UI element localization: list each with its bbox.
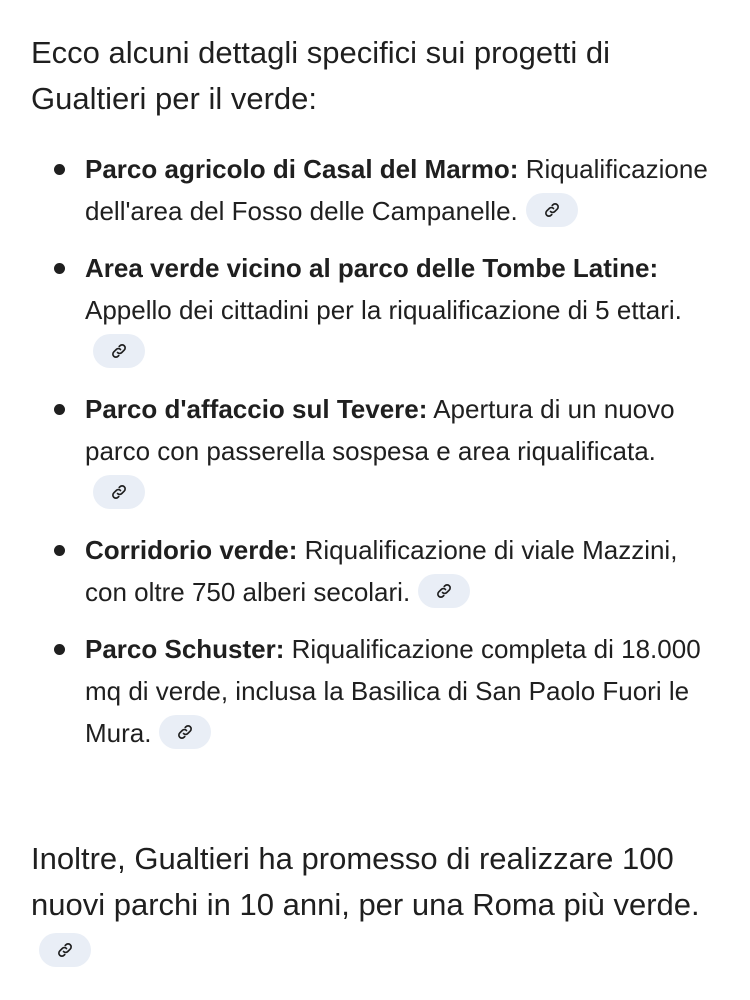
list-item: [0, 247, 715, 373]
source-link-chip[interactable]: [93, 475, 145, 509]
outro-paragraph: [31, 836, 721, 974]
list-item: [0, 529, 715, 613]
green-projects-list: [0, 148, 750, 769]
item-text: Riqualificazione completa di 18.000 mq di verde, inclusa la Basilica di San Paolo Fuori le Mura.: [85, 634, 701, 748]
source-link-chip[interactable]: [418, 574, 470, 608]
list-item: [0, 388, 715, 514]
link-icon: [435, 582, 453, 600]
source-link-chip[interactable]: [159, 715, 211, 749]
link-icon: [110, 483, 128, 501]
link-icon: [176, 723, 194, 741]
item-title: Area verde vicino al parco delle Tombe Latine:: [85, 253, 659, 283]
source-link-chip[interactable]: [526, 193, 578, 227]
item-title: Parco Schuster:: [85, 634, 285, 664]
item-title: Corridorio verde:: [85, 535, 298, 565]
item-title: Parco d'affaccio sul Tevere:: [85, 394, 428, 424]
item-text: Riqualificazione dell'area del Fosso delle Campanelle.: [85, 154, 708, 226]
list-item: [0, 148, 715, 232]
item-title: Parco agricolo di Casal del Marmo:: [85, 154, 519, 184]
source-link-chip[interactable]: [93, 334, 145, 368]
outro-text: Inoltre, Gualtieri ha promesso di realizzare 100 nuovi parchi in 10 anni, per una Roma più verde.: [31, 841, 700, 922]
link-icon: [543, 201, 561, 219]
link-icon: [56, 941, 74, 959]
bullet-icon: [54, 263, 65, 274]
bullet-icon: [54, 404, 65, 415]
item-text: Riqualificazione di viale Mazzini, con oltre 750 alberi secolari.: [85, 535, 678, 607]
intro-paragraph: Ecco alcuni dettagli specifici sui progetti di Gualtieri per il verde:: [31, 35, 610, 116]
item-text: Appello dei cittadini per la riqualificazione di 5 ettari.: [85, 295, 682, 325]
bullet-icon: [54, 164, 65, 175]
list-item: [0, 628, 715, 754]
bullet-icon: [54, 545, 65, 556]
item-text: Apertura di un nuovo parco con passerella sospesa e area riqualificata.: [85, 394, 675, 466]
source-link-chip[interactable]: [39, 933, 91, 967]
link-icon: [110, 342, 128, 360]
bullet-icon: [54, 644, 65, 655]
